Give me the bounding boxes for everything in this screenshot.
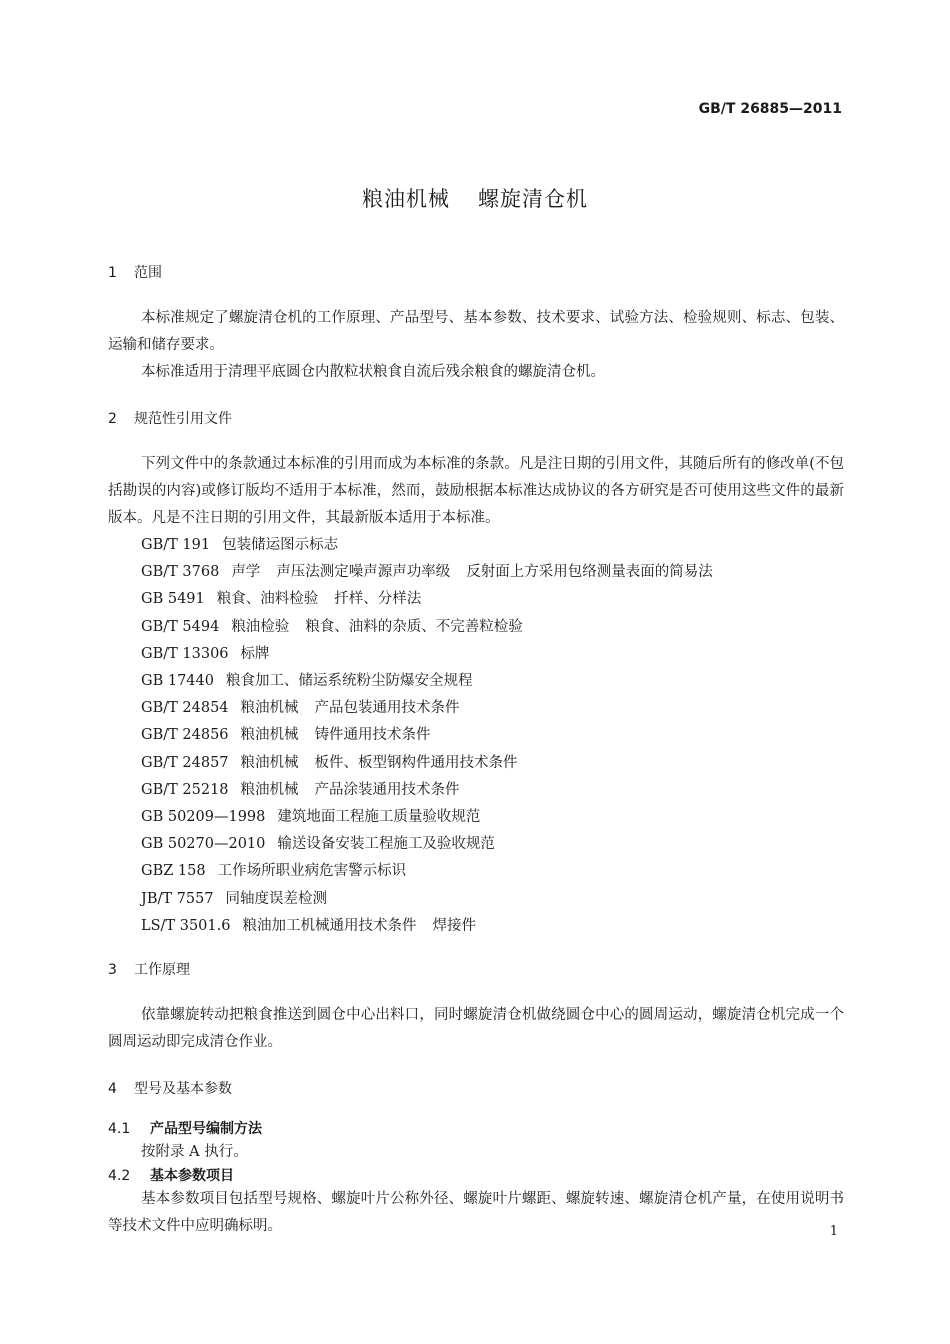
section-2-paragraph-1: 下列文件中的条款通过本标准的引用而成为本标准的条款。凡是注日期的引用文件，其随后所有的修改单(不包括勘误的内容)或修订版均不适用于本标准，然而，鼓励根据本标准达成协议的各方研究是否可使用这些文件的最新版本。凡是不注日期的引用文件，其最新版本适用于本标准。 bbox=[108, 456, 844, 526]
page-number: 1 bbox=[829, 1224, 838, 1239]
reference-title: 声压法测定噪声源声功率级 bbox=[276, 564, 451, 581]
section-title: 规范性引用文件 bbox=[134, 411, 232, 427]
reference-item bbox=[108, 695, 844, 722]
section-number: 2 bbox=[108, 411, 117, 427]
reference-code: GB/T 5494 bbox=[141, 618, 220, 635]
reference-title: 粮油检验 bbox=[231, 618, 290, 635]
reference-title: 产品涂装通用技术条件 bbox=[314, 781, 460, 798]
reference-title: 粮油加工机械通用技术条件 bbox=[242, 917, 417, 934]
reference-code: GB 17440 bbox=[141, 673, 214, 690]
reference-list bbox=[108, 532, 844, 940]
reference-code: LS/T 3501.6 bbox=[141, 917, 231, 934]
reference-title: 声学 bbox=[231, 564, 261, 581]
reference-code: GB/T 24854 bbox=[141, 700, 229, 717]
section-2-heading bbox=[108, 409, 844, 429]
reference-title: 建筑地面工程施工质量验收规范 bbox=[277, 809, 481, 826]
reference-title: 铸件通用技术条件 bbox=[314, 727, 431, 744]
subsection-title: 产品型号编制方法 bbox=[150, 1121, 262, 1138]
reference-code: GB/T 25218 bbox=[141, 781, 229, 798]
reference-code: GB 5491 bbox=[141, 591, 205, 608]
reference-title: 焊接件 bbox=[432, 917, 476, 934]
reference-title: 包装储运图示标志 bbox=[222, 537, 339, 553]
reference-item bbox=[108, 614, 844, 641]
reference-item bbox=[108, 722, 844, 749]
reference-item bbox=[108, 559, 844, 586]
reference-code: JB/T 7557 bbox=[141, 890, 214, 907]
section-1-heading bbox=[108, 263, 844, 283]
reference-title: 输送设备安装工程施工及验收规范 bbox=[277, 836, 495, 853]
reference-title: 粮油机械 bbox=[240, 700, 299, 717]
reference-code: GB 50209—1998 bbox=[141, 809, 266, 826]
document-title bbox=[0, 183, 950, 213]
reference-title: 粮食加工、储运系统粉尘防爆安全规程 bbox=[225, 673, 473, 690]
reference-item bbox=[108, 777, 844, 804]
reference-title: 粮食、油料的杂质、不完善粒检验 bbox=[305, 618, 523, 635]
section-title: 范围 bbox=[134, 265, 162, 281]
reference-item bbox=[108, 913, 844, 940]
reference-title: 粮油机械 bbox=[240, 754, 299, 771]
reference-title: 工作场所职业病危害警示标识 bbox=[217, 863, 407, 880]
section-4-2-paragraph: 基本参数项目包括型号规格、螺旋叶片公称外径、螺旋叶片螺距、螺旋转速、螺旋清仓机产量，在使用说明书等技术文件中应明确标明。 bbox=[108, 1191, 844, 1235]
reference-item bbox=[108, 858, 844, 885]
section-4-heading bbox=[108, 1079, 844, 1099]
section-4-1-heading bbox=[108, 1119, 844, 1139]
section-1-paragraph-2: 本标准适用于清理平底圆仓内散粒状粮食自流后残余粮食的螺旋清仓机。 bbox=[141, 364, 605, 380]
reference-title: 板件、板型钢构件通用技术条件 bbox=[314, 754, 518, 771]
section-number: 3 bbox=[108, 962, 117, 979]
reference-code: GBZ 158 bbox=[141, 863, 206, 880]
reference-title: 反射面上方采用包络测量表面的简易法 bbox=[466, 564, 713, 581]
standard-code: GB/T 26885—2011 bbox=[698, 101, 842, 117]
reference-code: GB/T 191 bbox=[141, 537, 211, 553]
reference-code: GB 50270—2010 bbox=[141, 836, 266, 853]
reference-code: GB/T 13306 bbox=[141, 645, 229, 662]
reference-code: GB/T 24856 bbox=[141, 727, 229, 744]
reference-title: 同轴度误差检测 bbox=[225, 890, 328, 907]
section-4-1-paragraph: 按附录 A 执行。 bbox=[141, 1144, 248, 1161]
reference-item bbox=[108, 586, 844, 613]
reference-code: GB/T 24857 bbox=[141, 754, 229, 771]
reference-title: 产品包装通用技术条件 bbox=[314, 700, 460, 717]
document-body bbox=[108, 263, 844, 1240]
section-number: 4 bbox=[108, 1081, 117, 1098]
section-title: 工作原理 bbox=[134, 962, 190, 979]
reference-item bbox=[108, 668, 844, 695]
subsection-number: 4.2 bbox=[108, 1168, 131, 1185]
section-number: 1 bbox=[108, 265, 117, 281]
reference-title: 扦样、分样法 bbox=[334, 591, 422, 608]
reference-title: 粮油机械 bbox=[240, 727, 299, 744]
reference-title: 粮油机械 bbox=[240, 781, 299, 798]
section-title: 型号及基本参数 bbox=[134, 1081, 232, 1098]
subsection-number: 4.1 bbox=[108, 1121, 131, 1138]
reference-title: 标牌 bbox=[240, 645, 270, 662]
section-4-2-heading bbox=[108, 1166, 844, 1186]
reference-item bbox=[108, 532, 844, 559]
reference-item bbox=[108, 831, 844, 858]
reference-item bbox=[108, 886, 844, 913]
section-3-paragraph-1: 依靠螺旋转动把粮食推送到圆仓中心出料口，同时螺旋清仓机做绕圆仓中心的圆周运动，螺旋清仓机完成一个圆周运动即完成清仓作业。 bbox=[108, 1007, 844, 1051]
section-3-heading bbox=[108, 960, 844, 980]
reference-item bbox=[108, 750, 844, 777]
reference-title: 粮食、油料检验 bbox=[216, 591, 319, 608]
subsection-title: 基本参数项目 bbox=[150, 1168, 234, 1185]
reference-code: GB/T 3768 bbox=[141, 564, 220, 581]
section-1-paragraph-1: 本标准规定了螺旋清仓机的工作原理、产品型号、基本参数、技术要求、试验方法、检验规则、标志、包装、运输和储存要求。 bbox=[108, 310, 844, 353]
title-part-2: 螺旋清仓机 bbox=[478, 187, 588, 211]
title-part-1: 粮油机械 bbox=[362, 187, 450, 211]
reference-item bbox=[108, 641, 844, 668]
reference-item bbox=[108, 804, 844, 831]
